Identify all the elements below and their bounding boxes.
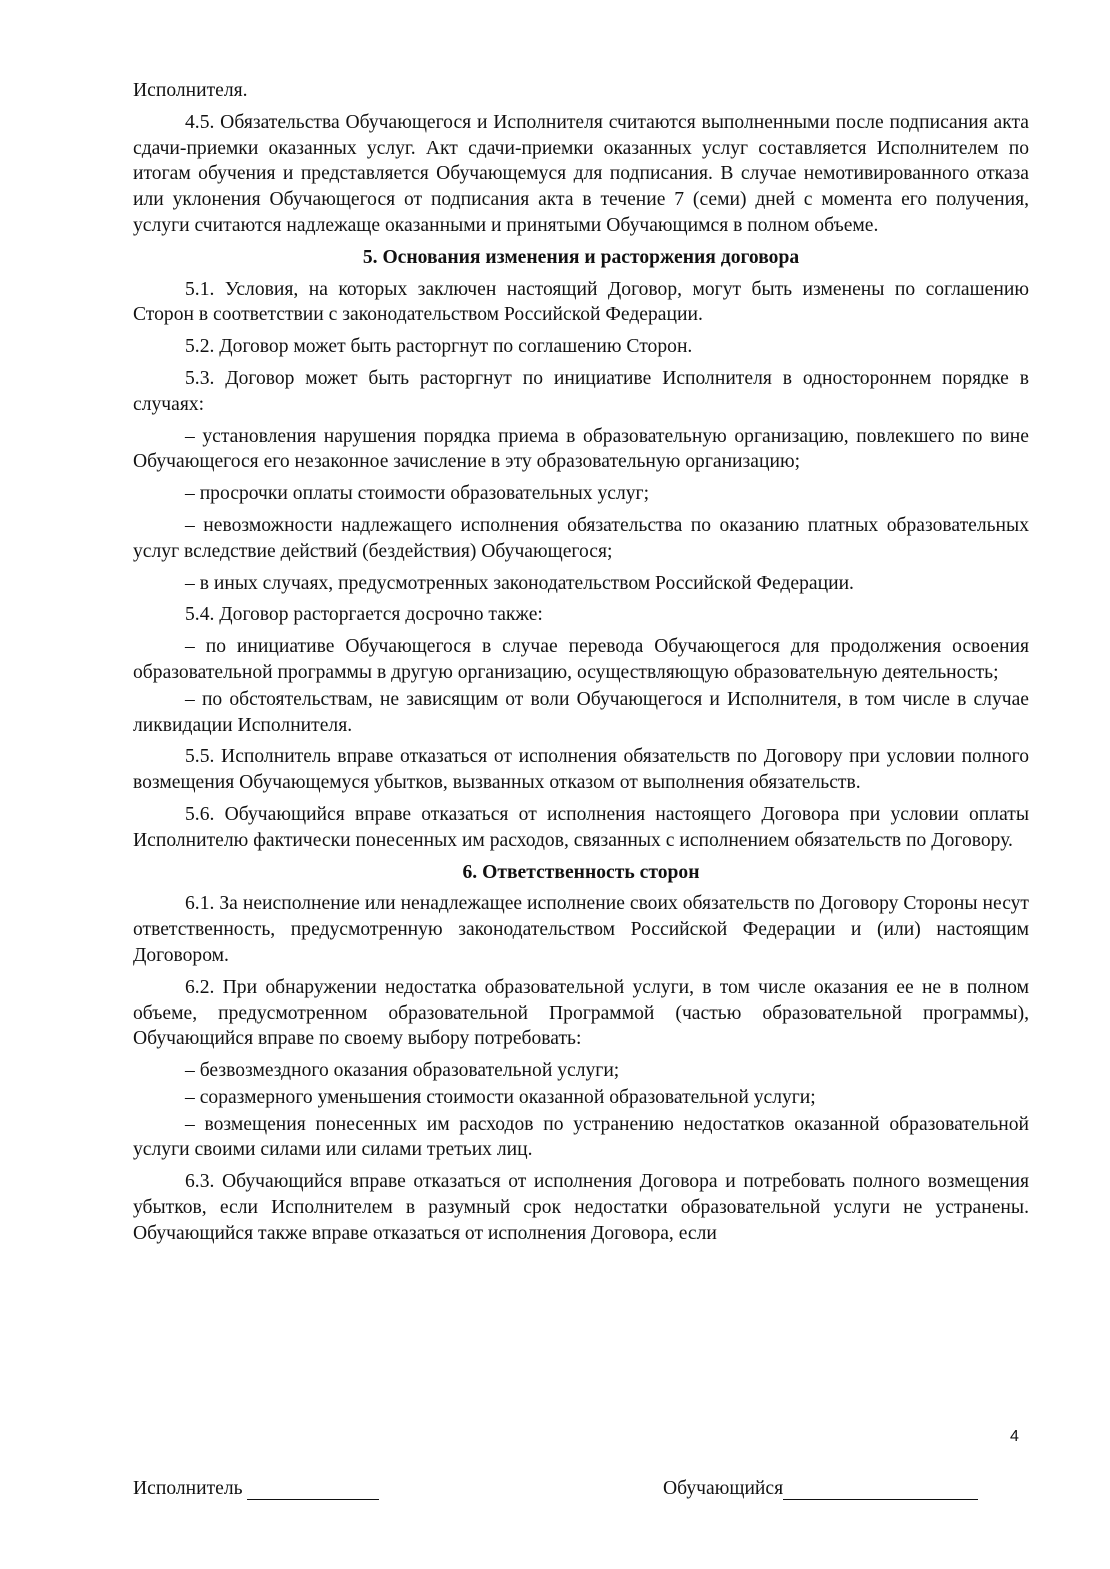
paragraph: – установления нарушения порядка приема в образовательную организацию, повлекшего по вине Обучающегося его незаконное зачисление в эту образовательную организацию; (133, 425, 1029, 473)
paragraph: 5.2. Договор может быть расторгнут по соглашению Сторон. (185, 336, 693, 358)
paragraph: – просрочки оплаты стоимости образовательных услуг; (185, 483, 650, 505)
paragraph: 6.2. При обнаружении недостатка образовательной услуги, в том числе оказания ее не в полном объеме, предусмотренном образовательной Программой (частью образовательной программы), Обучающийся вправе по своему выбору потребовать: (133, 976, 1029, 1050)
executor-signature-line (247, 1480, 379, 1500)
paragraph: – по инициативе Обучающегося в случае перевода Обучающегося для продолжения освоения образовательной программы в другую организацию, осуществляющую образовательную деятельность; (133, 636, 1029, 683)
paragraph: – возмещения понесенных им расходов по устранению недостатков оказанной образовательной услуги своими силами или силами третьих лиц. (133, 1113, 1029, 1161)
paragraph: – невозможности надлежащего исполнения обязательства по оказанию платных образовательных услуг вследствие действий (бездействия) Обучающегося; (133, 514, 1029, 562)
paragraph: Исполнителя. (133, 80, 248, 101)
paragraph: 4.5. Обязательства Обучающегося и Исполнителя считаются выполненными после подписания акта сдачи-приемки оказанных услуг. Акт сдачи-приемки оказанных услуг составляется Исполнителем по итогам обучения и представляется Обучающемуся для подписания. В случае немотивированного отказа или уклонения Обучающегося от подписания акта в течение 7 (семи) дней с момента его получения, услуги считаются надлежаще оказанными и принятыми Обучающимся в полном объеме. (133, 111, 1029, 236)
executor-signature (133, 1478, 379, 1500)
paragraph: 5.3. Договор может быть расторгнут по инициативе Исполнителя в одностороннем порядке в случаях: (133, 367, 1029, 415)
student-signature-line (783, 1480, 978, 1500)
paragraph: – по обстоятельствам, не зависящим от воли Обучающегося и Исполнителя, в том числе в случае ликвидации Исполнителя. (133, 688, 1029, 736)
section-heading: 5. Основания изменения и расторжения договора (362, 246, 800, 268)
paragraph: 6.3. Обучающийся вправе отказаться от исполнения Договора и потребовать полного возмещения убытков, если Исполнителем в разумный срок недостатки образовательной услуги не устранены. Обучающийся также вправе отказаться от исполнения Договора, если (133, 1171, 1029, 1244)
paragraph: 5.6. Обучающийся вправе отказаться от исполнения настоящего Договора при условии оплаты Исполнителю фактически понесенных им расходов, связанных с исполнением обязательств по Договору. (133, 803, 1029, 851)
student-label: Обучающийся (663, 1478, 784, 1499)
paragraph: – безвозмездного оказания образовательной услуги; (185, 1060, 620, 1082)
page-number: 4 (1010, 1428, 1019, 1445)
paragraph: 5.5. Исполнитель вправе отказаться от исполнения обязательств по Договору при условии полного возмещения Обучающемуся убытков, вызванных отказом от выполнения обязательств. (133, 746, 1029, 794)
paragraph: 5.4. Договор расторгается досрочно также: (185, 604, 543, 626)
signature-footer (133, 1478, 1029, 1508)
paragraph: 6.1. За неисполнение или ненадлежащее исполнение своих обязательств по Договору Стороны несут ответственность, предусмотренную законодательством Российской Федерации и (или) настоящим Договором. (133, 893, 1029, 966)
section-heading: 6. Ответственность сторон (462, 861, 700, 883)
paragraph: 5.1. Условия, на которых заключен настоящий Договор, могут быть изменены по соглашению Сторон в соответствии с законодательством Российской Федерации. (133, 278, 1029, 326)
paragraph: – в иных случаях, предусмотренных законодательством Российской Федерации. (185, 572, 854, 594)
executor-label: Исполнитель (133, 1478, 243, 1499)
student-signature (663, 1478, 978, 1500)
document-body (133, 78, 1029, 1253)
paragraph: – соразмерного уменьшения стоимости оказанной образовательной услуги; (185, 1086, 816, 1108)
